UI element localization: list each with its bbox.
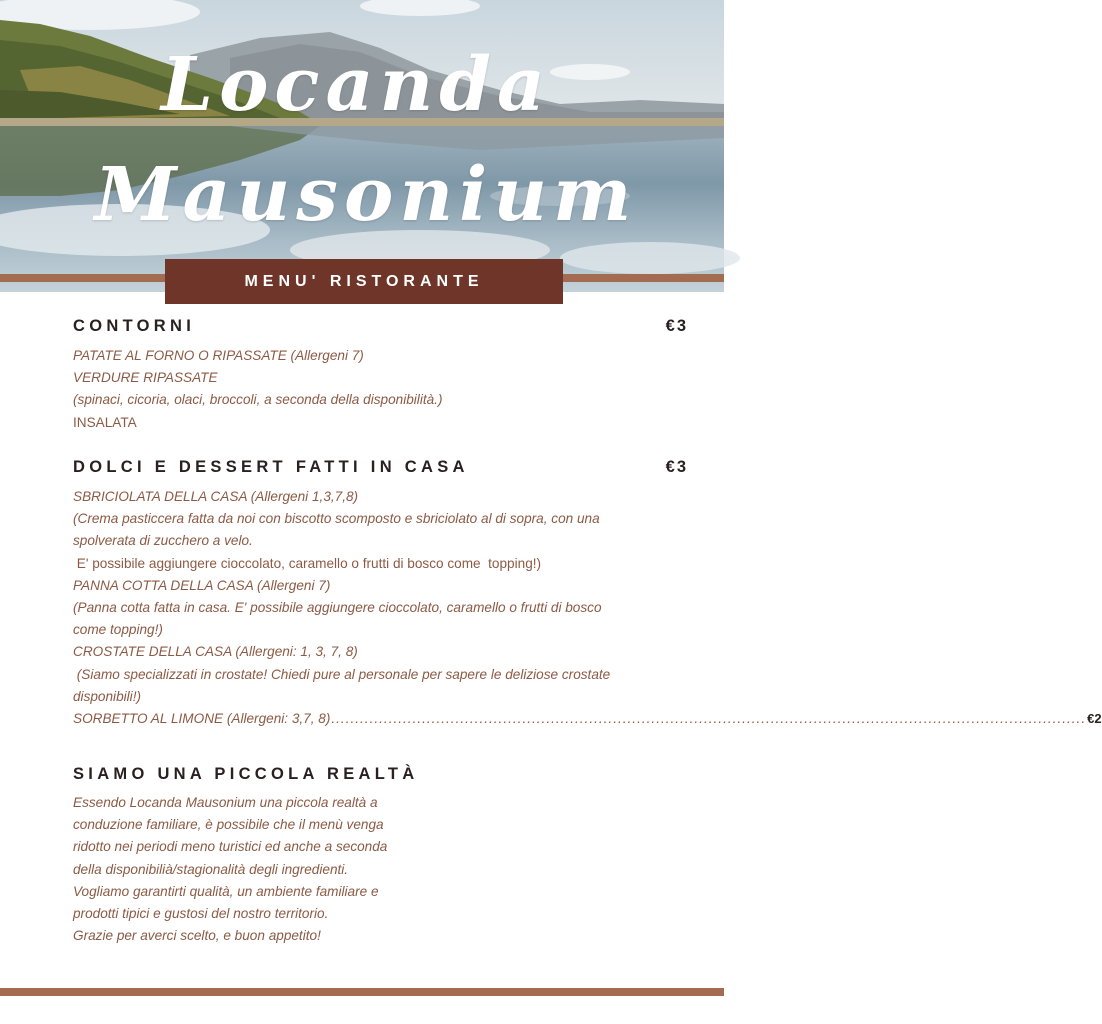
section-title-realta: SIAMO UNA PICCOLA REALTÀ: [73, 765, 419, 783]
dot-leader: ..............................................................................................................................................................: [331, 711, 1087, 727]
sorbetto-row: [73, 708, 1102, 730]
paragraph-line: Essendo Locanda Mausonium una piccola realtà a: [73, 795, 378, 810]
list-item: (Crema pasticcera fatta da noi con biscotto scomposto e sbriciolato al di sopra, con una: [73, 511, 600, 527]
paragraph-line: della disponibilià/stagionalità degli ingredienti.: [73, 861, 349, 877]
list-item: disponibili!): [73, 688, 142, 704]
sorbetto-item: SORBETTO AL LIMONE (Allergeni: 3,7, 8): [73, 711, 331, 727]
list-item: SBRICIOLATA DELLA CASA (Allergeni 1,3,7,8): [73, 489, 359, 504]
list-item: (Siamo specializzati in crostate! Chiedi pure al personale per sapere le deliziose crostate: [73, 666, 611, 682]
contorni-list: [73, 345, 678, 434]
sorbetto-price: €2: [1087, 711, 1102, 727]
list-item: (spinaci, cicoria, olaci, broccoli, a seconda della disponibilità.): [73, 392, 443, 408]
list-item: come topping!): [73, 622, 163, 638]
paragraph-line: conduzione familiare, è possibile che il menù venga: [73, 817, 384, 833]
section-title-dolci: DOLCI E DESSERT FATTI IN CASA: [73, 458, 469, 476]
list-item: VERDURE RIPASSATE: [73, 370, 218, 386]
list-item: (Panna cotta fatta in casa. E' possibile aggiungere cioccolato, caramello o frutti di bosco: [73, 600, 602, 616]
footer-divider-band: [0, 988, 724, 996]
paragraph-line: ridotto nei periodi meno turistici ed anche a seconda: [73, 839, 388, 855]
brand-title-line2: Mausonium: [94, 152, 638, 238]
price-dolci: €3: [665, 458, 688, 476]
list-item: PANNA COTTA DELLA CASA (Allergeni 7): [73, 577, 331, 593]
section-title-contorni: CONTORNI: [73, 317, 196, 335]
menu-label: MENU' RISTORANTE: [165, 259, 563, 304]
brand-title-line1: Locanda: [161, 42, 551, 128]
list-item: E' possibile aggiungere cioccolato, caramello o frutti di bosco come topping!): [73, 555, 542, 571]
dolci-list: [73, 486, 1102, 730]
price-contorni: €3: [665, 317, 688, 335]
paragraph-line: Grazie per averci scelto, e buon appetito!: [73, 928, 321, 944]
header-photo: [0, 0, 724, 292]
list-item: CROSTATE DELLA CASA (Allergeni: 1, 3, 7, 8): [73, 644, 358, 660]
list-item: spolverata di zucchero a velo.: [73, 533, 253, 549]
realta-paragraph: [73, 792, 473, 947]
list-item: INSALATA: [73, 414, 137, 430]
paragraph-line: prodotti tipici e gustosi del nostro territorio.: [73, 906, 329, 922]
paragraph-line: Vogliamo garantirti qualità, un ambiente familiare e: [73, 883, 379, 899]
list-item: PATATE AL FORNO O RIPASSATE (Allergeni 7): [73, 348, 364, 363]
